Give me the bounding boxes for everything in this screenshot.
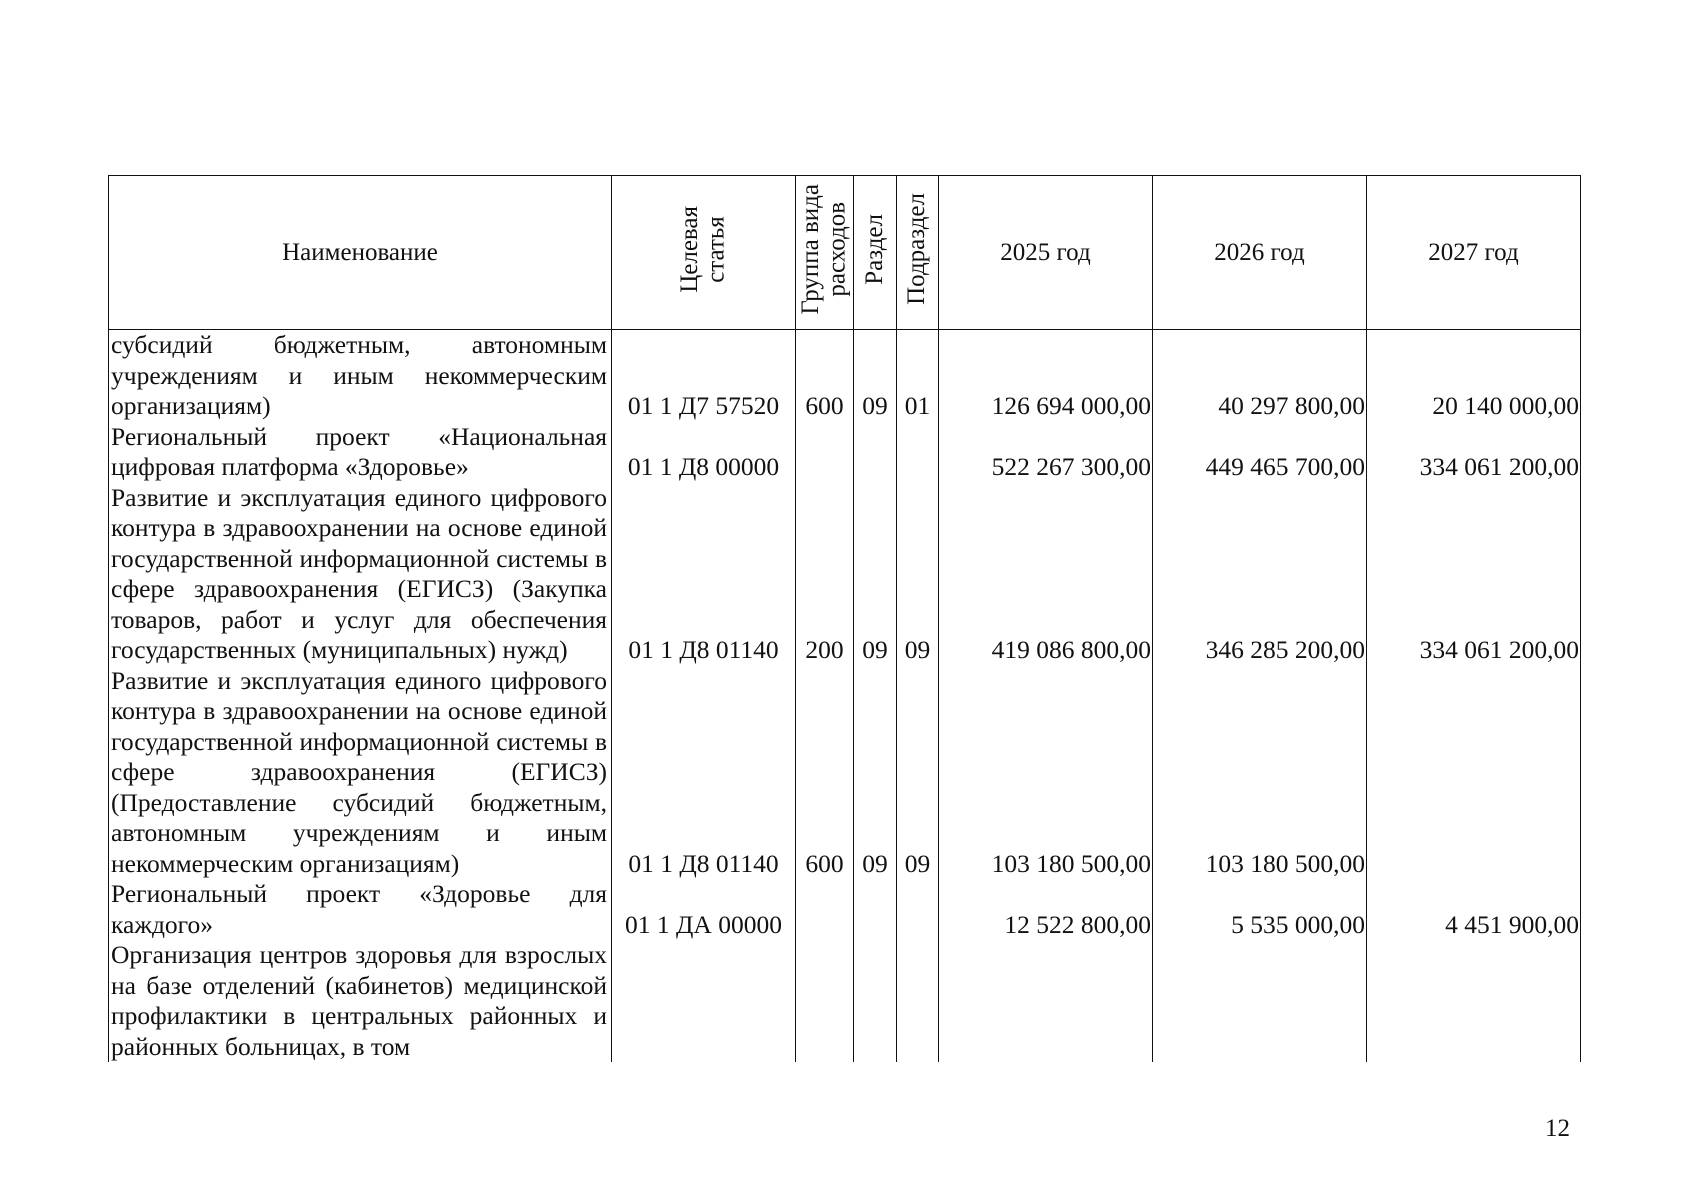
row-name: Развитие и эксплуатация единого цифрового контура в здравоохранении на основе единой государственной информационной системы в сфере здравоохранения (ЕГИСЗ) (Предоставление субсидий бюджетным, автономным учреждениям и иным некоммерческим организациям) <box>109 666 612 880</box>
header-expense-group: Группа вида расходов <box>796 176 854 330</box>
header-year-2025: 2025 год <box>939 176 1153 330</box>
row-target-article: 01 1 ДА 00000 <box>612 879 796 940</box>
row-expense-group <box>796 422 854 483</box>
budget-table-sheet <box>108 175 1581 1062</box>
table-row <box>109 879 1581 940</box>
row-subsection: 01 <box>897 330 939 422</box>
table-row <box>109 666 1581 880</box>
row-amount-2027 <box>1367 666 1581 880</box>
row-amount-2026 <box>1153 940 1367 1062</box>
row-target-article: 01 1 Д8 00000 <box>612 422 796 483</box>
table-row <box>109 330 1581 422</box>
header-target-article: Целевая статья <box>612 176 796 330</box>
row-amount-2027: 334 061 200,00 <box>1367 422 1581 483</box>
row-target-article: 01 1 Д8 01140 <box>612 483 796 666</box>
row-subsection <box>897 879 939 940</box>
row-subsection <box>897 422 939 483</box>
row-amount-2027: 4 451 900,00 <box>1367 879 1581 940</box>
row-amount-2027: 334 061 200,00 <box>1367 483 1581 666</box>
row-amount-2025: 419 086 800,00 <box>939 483 1153 666</box>
row-amount-2025: 126 694 000,00 <box>939 330 1153 422</box>
row-name: субсидий бюджетным, автономным учреждениям и иным некоммерческим организациям) <box>109 330 612 422</box>
row-amount-2026: 40 297 800,00 <box>1153 330 1367 422</box>
row-amount-2027: 20 140 000,00 <box>1367 330 1581 422</box>
budget-table <box>108 175 1581 1062</box>
row-name: Организация центров здоровья для взрослых на базе отделений (кабинетов) медицинской профилактики в центральных районных и районных больницах, в том <box>109 940 612 1062</box>
row-section: 09 <box>854 483 897 666</box>
row-name: Развитие и эксплуатация единого цифрового контура в здравоохранении на основе единой государственной информационной системы в сфере здравоохранения (ЕГИСЗ) (Закупка товаров, работ и услуг для обеспечения государственных (муниципальных) нужд) <box>109 483 612 666</box>
header-year-2026: 2026 год <box>1153 176 1367 330</box>
table-row <box>109 422 1581 483</box>
row-name: Региональный проект «Национальная цифровая платформа «Здоровье» <box>109 422 612 483</box>
table-row <box>109 483 1581 666</box>
row-subsection: 09 <box>897 483 939 666</box>
row-target-article: 01 1 Д8 01140 <box>612 666 796 880</box>
row-amount-2025: 103 180 500,00 <box>939 666 1153 880</box>
row-amount-2025: 12 522 800,00 <box>939 879 1153 940</box>
table-header-row <box>109 176 1581 330</box>
row-amount-2026: 346 285 200,00 <box>1153 483 1367 666</box>
row-amount-2027 <box>1367 940 1581 1062</box>
header-section: Раздел <box>854 176 897 330</box>
row-expense-group <box>796 879 854 940</box>
header-name: Наименование <box>109 176 612 330</box>
row-expense-group: 200 <box>796 483 854 666</box>
row-target-article: 01 1 Д7 57520 <box>612 330 796 422</box>
page-number: 12 <box>1545 1115 1570 1142</box>
row-expense-group: 600 <box>796 666 854 880</box>
row-section: 09 <box>854 666 897 880</box>
row-name: Региональный проект «Здоровье для каждого» <box>109 879 612 940</box>
table-row <box>109 940 1581 1062</box>
row-amount-2026: 5 535 000,00 <box>1153 879 1367 940</box>
row-target-article <box>612 940 796 1062</box>
row-subsection: 09 <box>897 666 939 880</box>
row-section <box>854 879 897 940</box>
row-amount-2025 <box>939 940 1153 1062</box>
row-section <box>854 422 897 483</box>
row-amount-2025: 522 267 300,00 <box>939 422 1153 483</box>
row-section <box>854 940 897 1062</box>
row-section: 09 <box>854 330 897 422</box>
row-expense-group <box>796 940 854 1062</box>
row-amount-2026: 449 465 700,00 <box>1153 422 1367 483</box>
header-subsection: Подраздел <box>897 176 939 330</box>
header-year-2027: 2027 год <box>1367 176 1581 330</box>
row-amount-2026: 103 180 500,00 <box>1153 666 1367 880</box>
row-expense-group: 600 <box>796 330 854 422</box>
row-subsection <box>897 940 939 1062</box>
